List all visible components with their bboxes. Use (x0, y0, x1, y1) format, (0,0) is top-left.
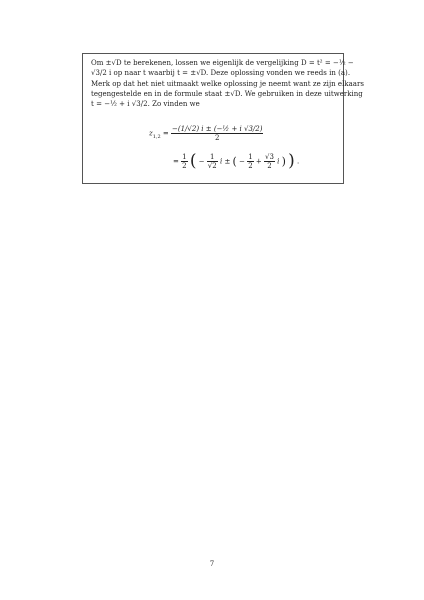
paragraph-line: t = −½ + i √3/2. Zo vinden we (91, 100, 200, 109)
fraction-numerator: √3 (265, 153, 274, 161)
equals-sign: = (162, 129, 169, 138)
fraction-numerator: 1 (207, 153, 218, 162)
fraction-sqrt3-over-2 (264, 153, 275, 170)
left-paren: ( (232, 155, 237, 168)
equation-lhs: z (149, 129, 153, 138)
equals-sign: = (173, 157, 179, 166)
fraction-half (247, 153, 253, 170)
left-paren: ( (189, 151, 197, 171)
equation-lhs-subscript: 1,2 (152, 133, 161, 140)
paragraph-line: Merk op dat het niet uitmaakt welke oplossing je neemt want ze zijn elkaars (91, 79, 364, 88)
fraction-denominator: 2 (182, 162, 187, 170)
fraction-denominator: 2 (214, 134, 220, 142)
fraction-half (181, 153, 187, 170)
paragraph (91, 59, 364, 110)
fraction-numerator: 1 (182, 153, 187, 161)
page-number: 7 (209, 560, 215, 568)
fraction (171, 125, 263, 142)
fraction-denominator: 2 (267, 162, 272, 170)
period: . (297, 157, 300, 166)
equation-block (83, 121, 343, 181)
minus-sign: − (239, 157, 245, 166)
paragraph-line: √3/2 i op naar t waarbij t = ±√D. Deze oplossing vonden we reeds in (a). (91, 69, 351, 78)
fraction-inv-sqrt2 (207, 153, 218, 170)
right-paren: ) (281, 155, 286, 168)
plus-minus-sign: ± (224, 157, 231, 166)
imaginary-unit: i (219, 157, 223, 166)
plus-sign: + (255, 157, 262, 166)
equation-row-2 (173, 153, 299, 170)
equation-row-1 (149, 125, 263, 142)
boxed-text-frame (82, 53, 364, 184)
right-paren: ) (288, 151, 295, 171)
paragraph-line: Om ±√D te berekenen, lossen we eigenlijk de vergelijking D = t² = −½ − (91, 59, 354, 67)
imaginary-unit: i (277, 157, 280, 166)
fraction-numerator: 1 (248, 153, 253, 161)
fraction-numerator: −(1/√2) i ± (−½ + i √3/2) (172, 125, 263, 133)
fraction-denominator: 2 (248, 162, 253, 170)
fraction-denominator: √2 (207, 162, 217, 170)
paragraph-line: tegengestelde en in de formule staat ±√D. We gebruiken in deze uitwerking (91, 89, 363, 98)
minus-sign: − (198, 157, 205, 166)
